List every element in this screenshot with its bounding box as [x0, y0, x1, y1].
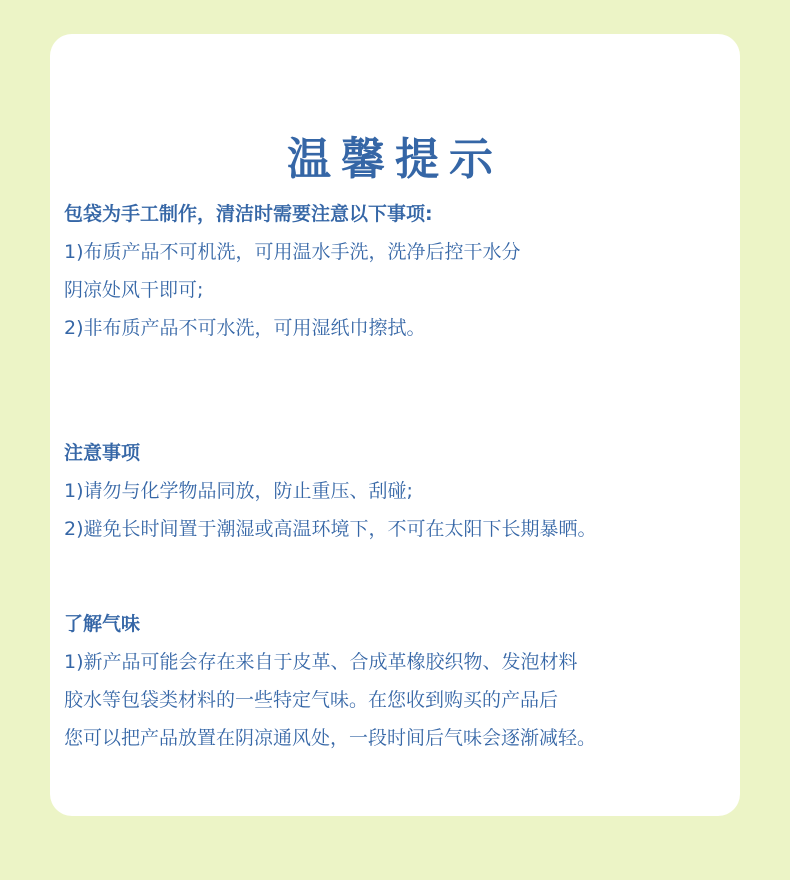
- section-cleaning: [64, 195, 734, 347]
- section-odor: [64, 605, 734, 757]
- page-title: 温馨提示: [287, 134, 503, 185]
- section-line: 2)非布质产品不可水洗，可用湿纸巾擦拭。: [64, 317, 426, 339]
- section-precautions: [64, 434, 734, 548]
- section-line: 1)布质产品不可机洗，可用温水手洗，洗净后控干水分: [64, 241, 521, 263]
- section-heading: 包袋为手工制作，清洁时需要注意以下事项:: [64, 203, 433, 225]
- notice-card: [50, 34, 740, 816]
- section-line: 2)避免长时间置于潮湿或高温环境下，不可在太阳下长期暴晒。: [64, 518, 597, 540]
- section-line: 1)新产品可能会存在来自于皮革、合成革橡胶织物、发泡材料: [64, 651, 578, 673]
- section-line: 阴凉处风干即可;: [64, 279, 204, 301]
- section-line: 您可以把产品放置在阴凉通风处，一段时间后气味会逐渐减轻。: [64, 727, 597, 749]
- section-line: 胶水等包袋类材料的一些特定气味。在您收到购买的产品后: [64, 689, 559, 711]
- section-line: 1)请勿与化学物品同放，防止重压、刮碰;: [64, 480, 413, 502]
- section-heading: 了解气味: [64, 613, 141, 635]
- section-heading: 注意事项: [64, 442, 141, 464]
